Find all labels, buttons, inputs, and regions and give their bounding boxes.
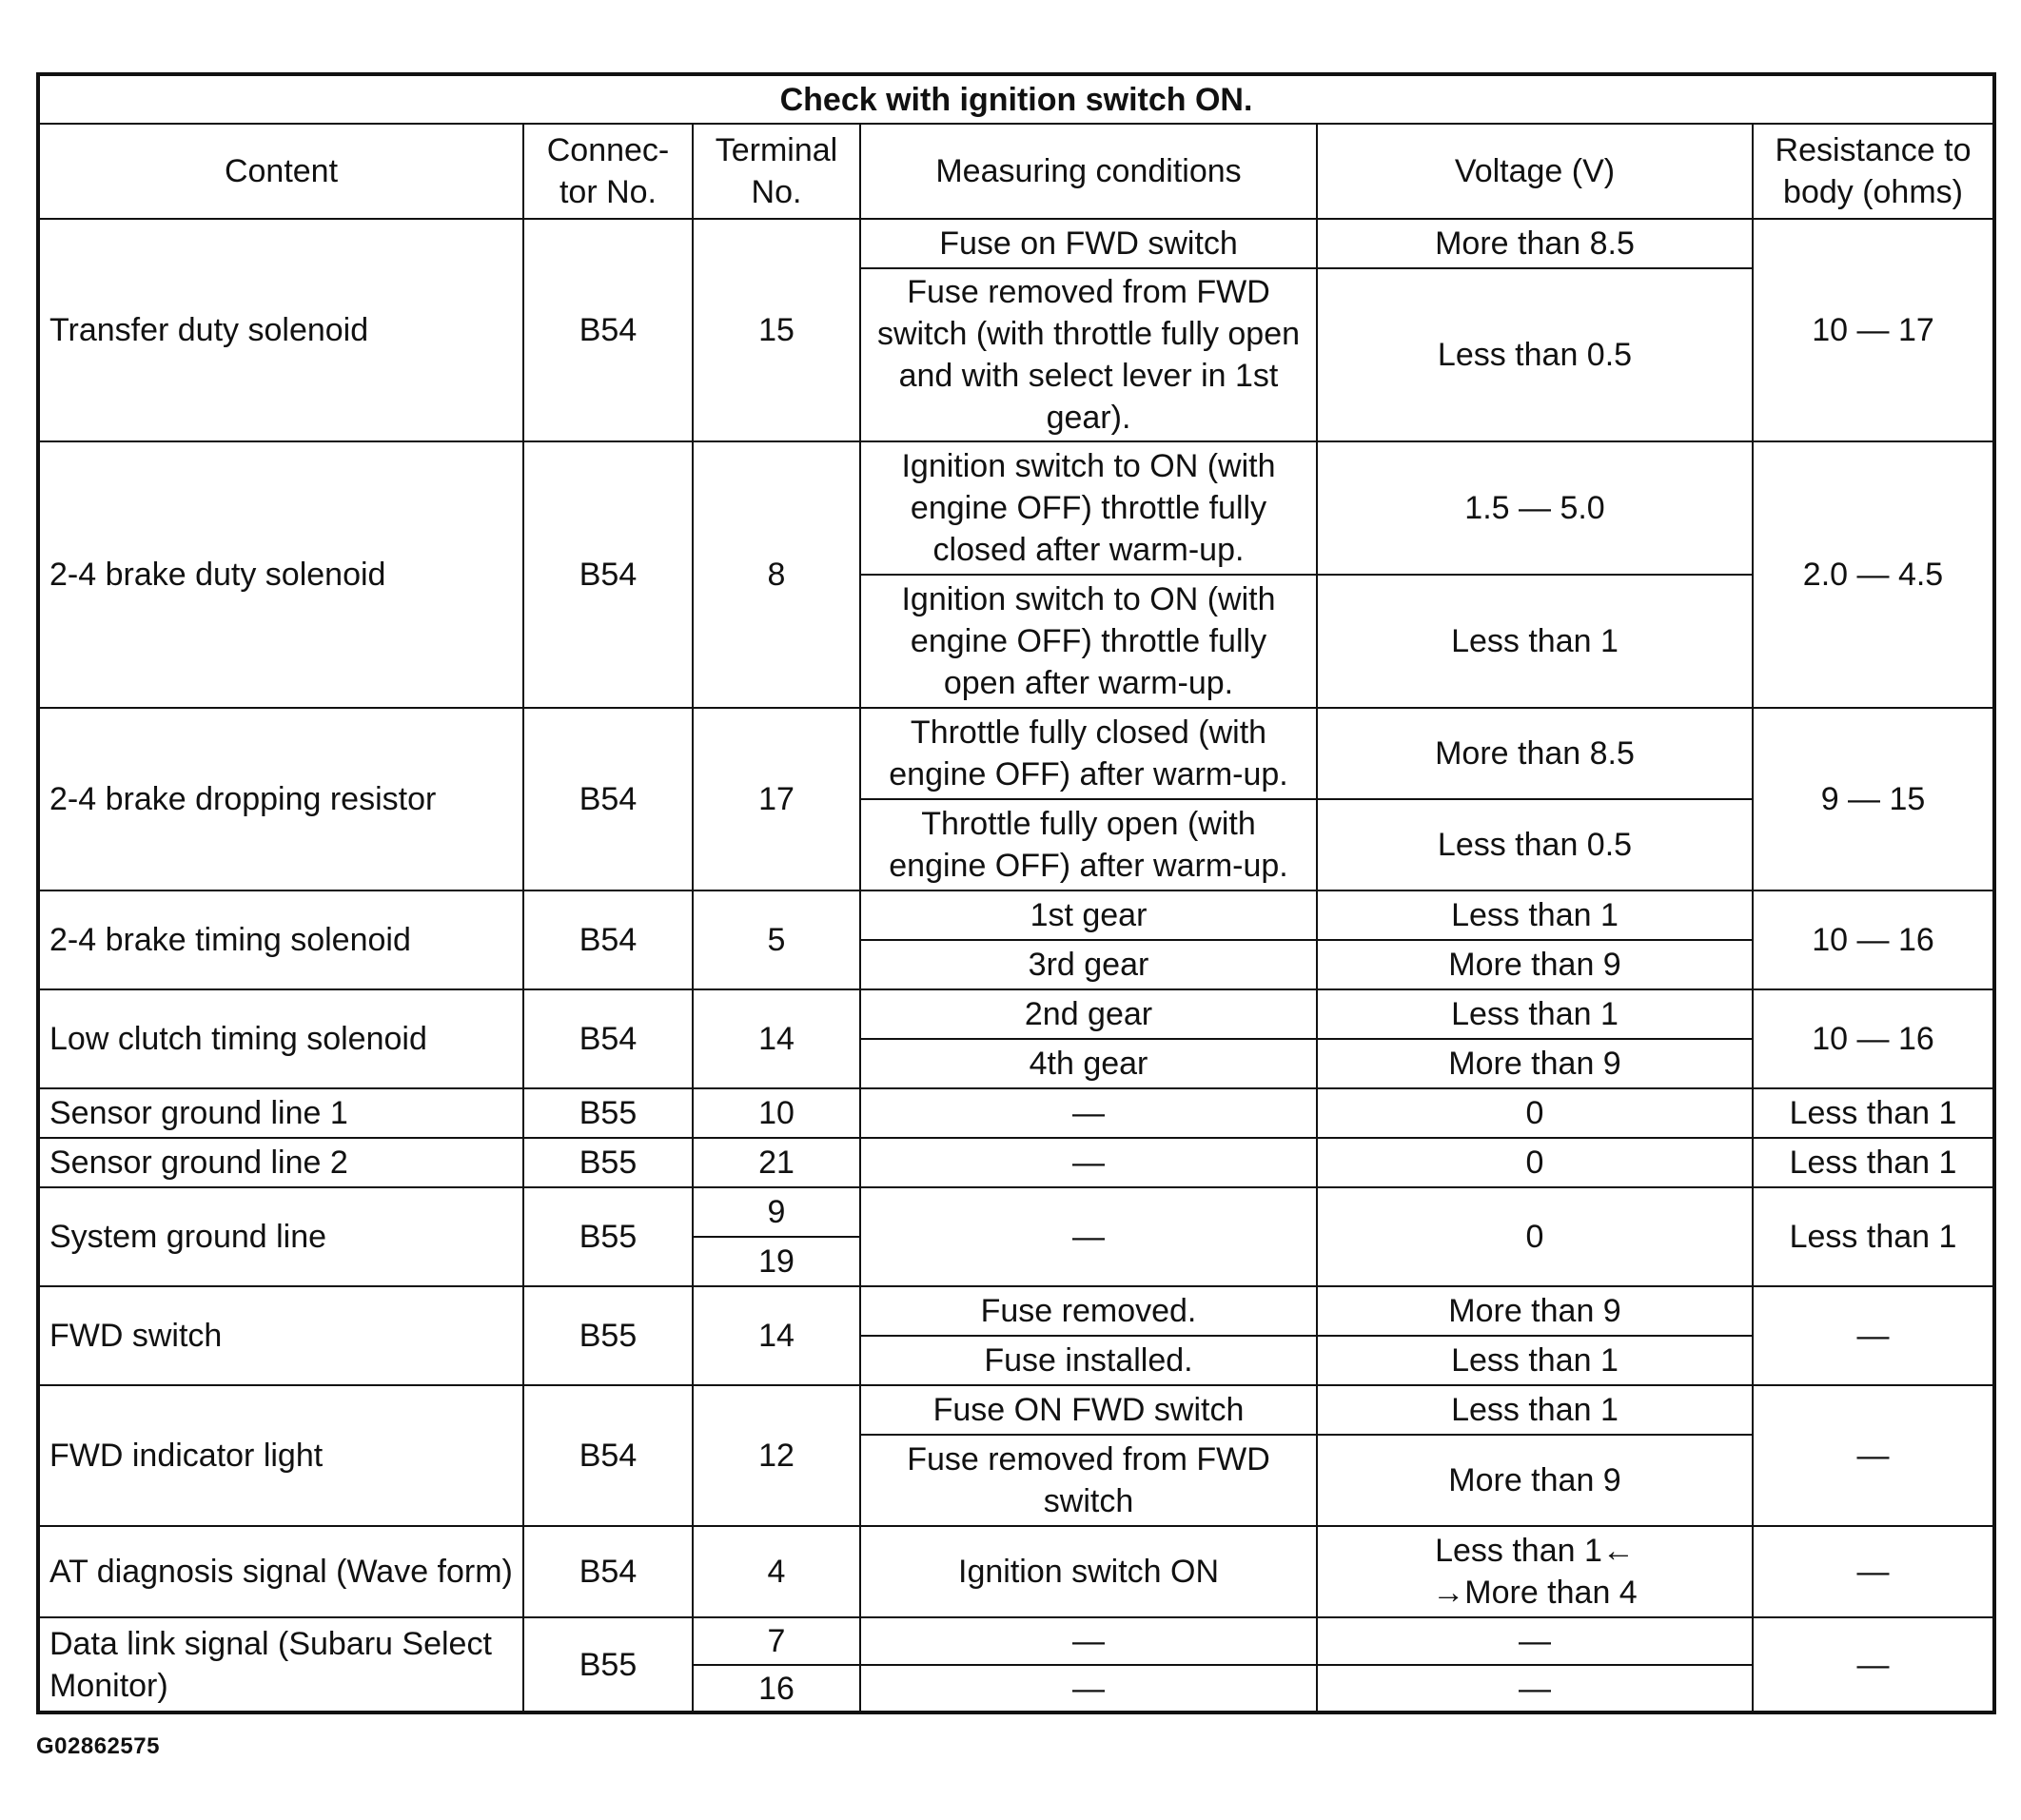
voltage-cell: Less than 0.5 xyxy=(1317,268,1753,441)
voltage-cell: Less than 1 xyxy=(1317,1385,1753,1435)
terminal-cell: 16 xyxy=(693,1665,860,1712)
terminal-cell: 10 xyxy=(693,1088,860,1138)
connector-cell: B54 xyxy=(523,890,693,989)
header-terminal xyxy=(693,124,860,219)
content-cell: Sensor ground line 2 xyxy=(38,1138,523,1187)
resistance-cell: Less than 1 xyxy=(1753,1187,1994,1286)
voltage-cell: — xyxy=(1317,1665,1753,1712)
header-row xyxy=(38,124,1994,219)
content-cell: AT diagnosis signal (Wave form) xyxy=(38,1526,523,1617)
header-voltage: Voltage (V) xyxy=(1317,124,1753,219)
header-connector-line2: tor No. xyxy=(559,174,657,210)
voltage-cell: Less than 0.5 xyxy=(1317,799,1753,890)
condition-cell: Ignition switch to ON (with engine OFF) throttle fully open after warm-up. xyxy=(860,575,1317,708)
resistance-cell: Less than 1 xyxy=(1753,1138,1994,1187)
header-conditions: Measuring conditions xyxy=(860,124,1317,219)
terminal-cell: 19 xyxy=(693,1237,860,1286)
connector-cell: B55 xyxy=(523,1088,693,1138)
voltage-cell: Less than 1 xyxy=(1317,575,1753,708)
voltage-cell: Less than 1 xyxy=(1317,890,1753,940)
condition-cell: — xyxy=(860,1088,1317,1138)
condition-cell: Ignition switch to ON (with engine OFF) throttle fully closed after warm-up. xyxy=(860,441,1317,575)
condition-cell: Fuse on FWD switch xyxy=(860,219,1317,268)
connector-cell: B55 xyxy=(523,1138,693,1187)
voltage-cell: More than 9 xyxy=(1317,940,1753,989)
table-row xyxy=(38,1187,1994,1237)
condition-cell: — xyxy=(860,1138,1317,1187)
content-cell: Transfer duty solenoid xyxy=(38,219,523,441)
terminal-cell: 14 xyxy=(693,989,860,1088)
header-terminal-line2: No. xyxy=(751,174,802,210)
header-connector-line1: Connec- xyxy=(546,132,670,168)
terminal-cell: 9 xyxy=(693,1187,860,1237)
title-row xyxy=(38,74,1994,124)
condition-cell: Fuse ON FWD switch xyxy=(860,1385,1317,1435)
terminal-cell: 14 xyxy=(693,1286,860,1385)
content-cell: System ground line xyxy=(38,1187,523,1286)
table-row xyxy=(38,1286,1994,1336)
content-cell: Data link signal (Subaru Select Monitor) xyxy=(38,1617,523,1712)
condition-cell: Fuse removed. xyxy=(860,1286,1317,1336)
table-row xyxy=(38,989,1994,1039)
content-cell: 2-4 brake duty solenoid xyxy=(38,441,523,708)
voltage-cell: Less than 1 xyxy=(1317,989,1753,1039)
voltage-cell: More than 9 xyxy=(1317,1286,1753,1336)
terminal-cell: 17 xyxy=(693,708,860,890)
resistance-cell: 10 — 16 xyxy=(1753,890,1994,989)
resistance-cell: 2.0 — 4.5 xyxy=(1753,441,1994,708)
condition-cell: Ignition switch ON xyxy=(860,1526,1317,1617)
resistance-cell: 9 — 15 xyxy=(1753,708,1994,890)
resistance-cell: — xyxy=(1753,1617,1994,1712)
voltage-cell: More than 8.5 xyxy=(1317,708,1753,799)
terminal-cell: 12 xyxy=(693,1385,860,1526)
voltage-cell: — xyxy=(1317,1617,1753,1665)
table-row xyxy=(38,1526,1994,1617)
content-cell: FWD indicator light xyxy=(38,1385,523,1526)
table-title: Check with ignition switch ON. xyxy=(38,74,1994,124)
terminal-cell: 5 xyxy=(693,890,860,989)
connector-cell: B54 xyxy=(523,219,693,441)
condition-cell: Fuse removed from FWD switch (with throttle fully open and with select lever in 1st gear). xyxy=(860,268,1317,441)
voltage-line2: →More than 4 xyxy=(1432,1575,1638,1611)
resistance-cell: 10 — 17 xyxy=(1753,219,1994,441)
header-terminal-line1: Terminal xyxy=(715,132,838,168)
voltage-cell: More than 9 xyxy=(1317,1039,1753,1088)
connector-cell: B55 xyxy=(523,1187,693,1286)
voltage-cell: 0 xyxy=(1317,1138,1753,1187)
header-resistance-line2: body (ohms) xyxy=(1783,174,1963,210)
header-content: Content xyxy=(38,124,523,219)
connector-cell: B54 xyxy=(523,441,693,708)
voltage-cell: More than 9 xyxy=(1317,1435,1753,1526)
spec-table xyxy=(36,72,1996,1714)
condition-cell: Throttle fully closed (with engine OFF) after warm-up. xyxy=(860,708,1317,799)
terminal-cell: 4 xyxy=(693,1526,860,1617)
figure-id: G02862575 xyxy=(36,1733,160,1759)
voltage-cell xyxy=(1317,1526,1753,1617)
table-row xyxy=(38,1138,1994,1187)
condition-cell: Throttle fully open (with engine OFF) after warm-up. xyxy=(860,799,1317,890)
voltage-cell: 0 xyxy=(1317,1088,1753,1138)
content-cell: 2-4 brake timing solenoid xyxy=(38,890,523,989)
connector-cell: B54 xyxy=(523,1526,693,1617)
condition-cell: — xyxy=(860,1187,1317,1286)
resistance-cell: 10 — 16 xyxy=(1753,989,1994,1088)
connector-cell: B54 xyxy=(523,1385,693,1526)
condition-cell: — xyxy=(860,1665,1317,1712)
voltage-cell: Less than 1 xyxy=(1317,1336,1753,1385)
voltage-cell: More than 8.5 xyxy=(1317,219,1753,268)
content-cell: Sensor ground line 1 xyxy=(38,1088,523,1138)
condition-cell: 2nd gear xyxy=(860,989,1317,1039)
connector-cell: B54 xyxy=(523,708,693,890)
condition-cell: — xyxy=(860,1617,1317,1665)
connector-cell: B55 xyxy=(523,1286,693,1385)
resistance-cell: Less than 1 xyxy=(1753,1088,1994,1138)
table-row xyxy=(38,1385,1994,1435)
condition-cell: Fuse removed from FWD switch xyxy=(860,1435,1317,1526)
content-cell: Low clutch timing solenoid xyxy=(38,989,523,1088)
voltage-cell: 1.5 — 5.0 xyxy=(1317,441,1753,575)
content-cell: 2-4 brake dropping resistor xyxy=(38,708,523,890)
table-row xyxy=(38,219,1994,268)
terminal-cell: 7 xyxy=(693,1617,860,1665)
condition-cell: Fuse installed. xyxy=(860,1336,1317,1385)
voltage-cell: 0 xyxy=(1317,1187,1753,1286)
header-connector xyxy=(523,124,693,219)
content-cell: FWD switch xyxy=(38,1286,523,1385)
table-row xyxy=(38,708,1994,799)
connector-cell: B54 xyxy=(523,989,693,1088)
table-row xyxy=(38,890,1994,940)
voltage-line1: Less than 1← xyxy=(1435,1533,1635,1569)
connector-cell: B55 xyxy=(523,1617,693,1712)
condition-cell: 4th gear xyxy=(860,1039,1317,1088)
resistance-cell: — xyxy=(1753,1385,1994,1526)
resistance-cell: — xyxy=(1753,1526,1994,1617)
table-row xyxy=(38,441,1994,575)
table-row xyxy=(38,1617,1994,1665)
resistance-cell: — xyxy=(1753,1286,1994,1385)
terminal-cell: 15 xyxy=(693,219,860,441)
header-resistance-line1: Resistance to xyxy=(1775,132,1972,168)
condition-cell: 3rd gear xyxy=(860,940,1317,989)
terminal-cell: 21 xyxy=(693,1138,860,1187)
condition-cell: 1st gear xyxy=(860,890,1317,940)
table-row xyxy=(38,1088,1994,1138)
header-resistance xyxy=(1753,124,1994,219)
terminal-cell: 8 xyxy=(693,441,860,708)
